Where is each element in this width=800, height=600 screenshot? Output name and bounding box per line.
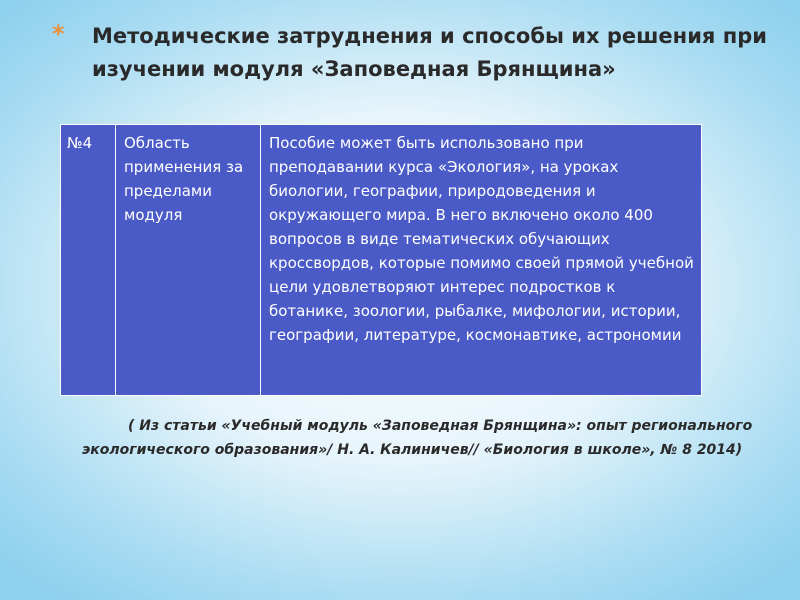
info-table xyxy=(60,124,702,396)
table-cell-area: Область применения за пределами модуля xyxy=(116,125,261,395)
table-cell-description: Пособие может быть использовано при преподавании курса «Экология», на уроках биологии, географии, природоведения и окружающего мира. В него включено около 400 вопросов в виде тематических обучающих кроссвордов, которые помимо своей прямой учебной цели удовлетворяют интерес подростков к ботанике, зоологии, рыбалке, мифологии, истории, географии, литературе, космонавтике, астрономии xyxy=(269,134,694,344)
asterisk-bullet-icon: * xyxy=(52,20,65,48)
slide-title: Методические затруднения и способы их решения при изучении модуля «Заповедная Брянщина» xyxy=(92,24,767,81)
slide-title-block xyxy=(52,20,772,86)
citation-text: ( Из статьи «Учебный модуль «Заповедная Брянщина»: опыт регионального экологического образования»/ Н. А. Калиничев// «Биология в школе», № 8 2014) xyxy=(82,418,753,458)
table-cell-number: №4 xyxy=(61,125,116,395)
